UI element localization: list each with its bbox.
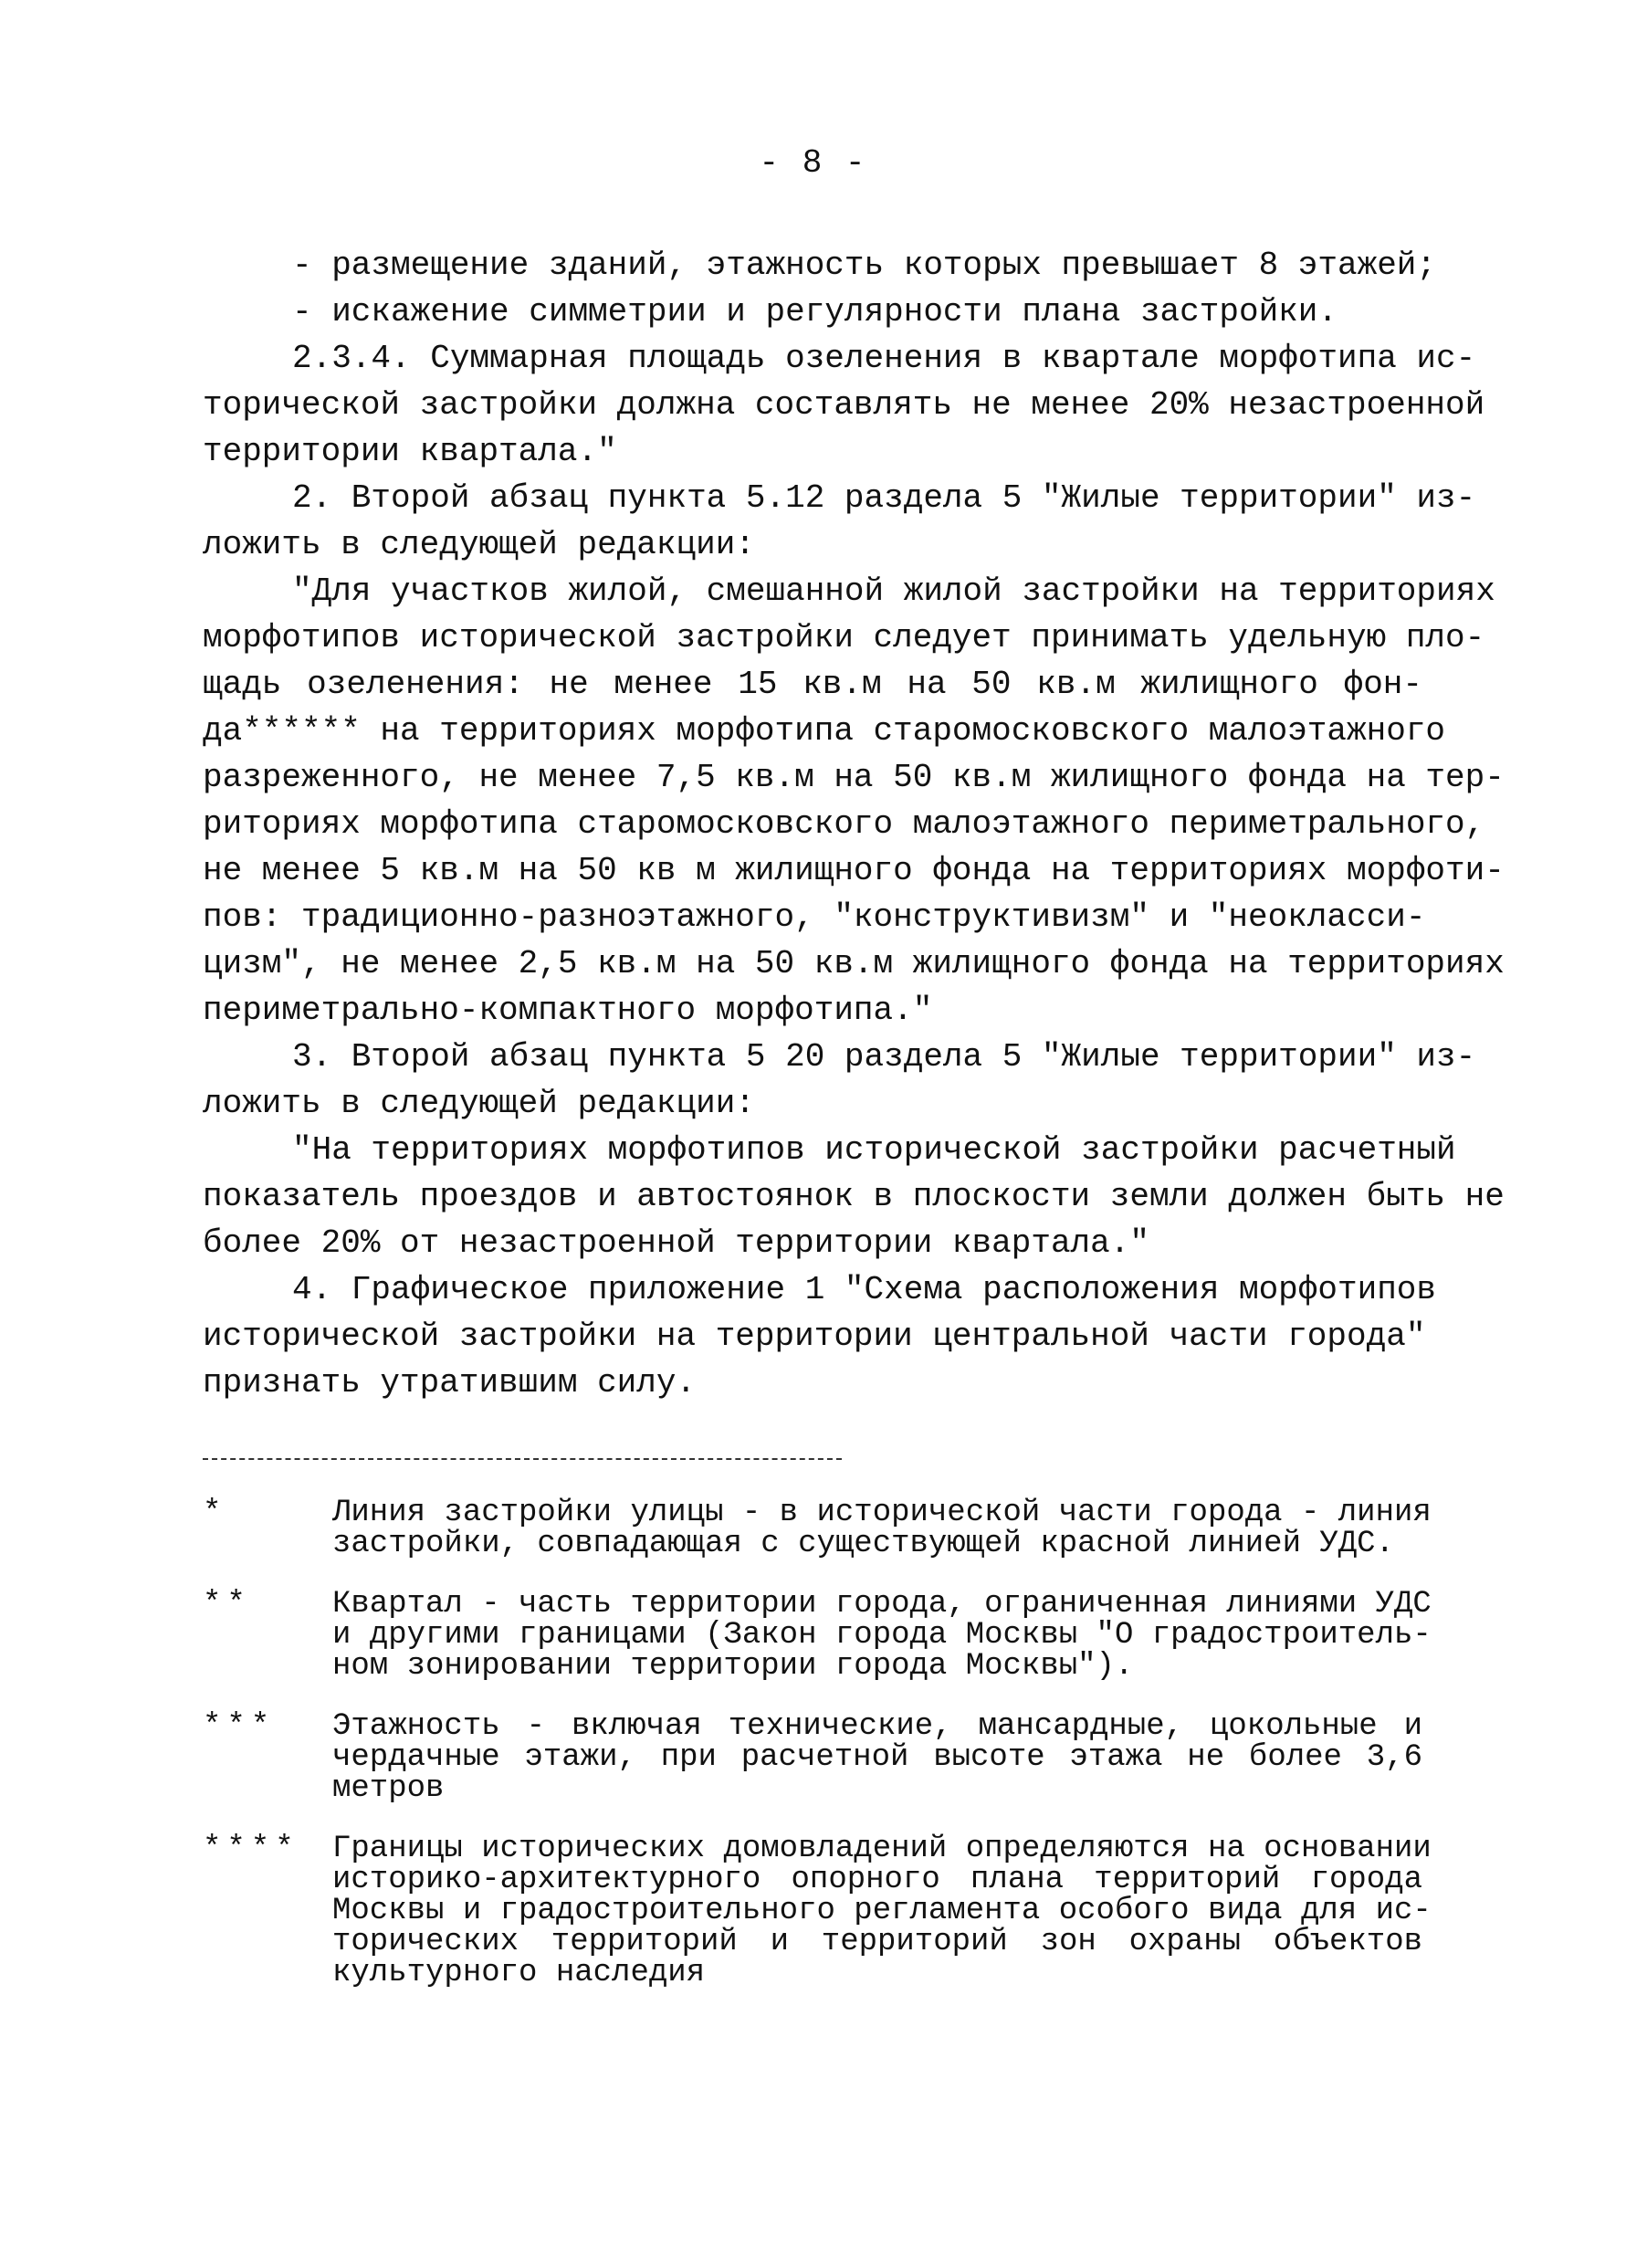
footnote-line: чердачные этажи, при расчетной высоте этажа не более 3,6 bbox=[332, 1740, 1422, 1775]
footnote-text bbox=[332, 1711, 1422, 1804]
body-line: ложить в следующей редакции: bbox=[203, 1085, 755, 1122]
body-line: более 20% от незастроенной территории квартала." bbox=[203, 1224, 1149, 1262]
footnote-mark: ** bbox=[203, 1587, 251, 1622]
body-line: ложить в следующей редакции: bbox=[203, 526, 755, 563]
body-line: 2.3.4. Суммарная площадь озеленения в квартале морфотипа ис- bbox=[292, 340, 1476, 377]
body-line: 2. Второй абзац пункта 5.12 раздела 5 "Жилые территории" из- bbox=[292, 479, 1476, 517]
footnote-line: Этажность - включая технические, мансардные, цокольные и bbox=[332, 1709, 1422, 1744]
footnote-line: застройки, совпадающая с существующей красной линией УДС. bbox=[332, 1527, 1394, 1561]
body-line: риториях морфотипа старомосковского малоэтажного периметрального, bbox=[203, 805, 1485, 843]
document-body bbox=[203, 242, 1505, 1406]
footnote-line: торических территорий и территорий зон охраны объектов bbox=[332, 1925, 1422, 1959]
footnote-mark: *** bbox=[203, 1709, 276, 1744]
body-line: признать утратившим силу. bbox=[203, 1364, 697, 1402]
body-line: да****** на территориях морфотипа старомосковского малоэтажного bbox=[203, 712, 1446, 750]
body-line: - размещение зданий, этажность которых превышает 8 этажей; bbox=[292, 247, 1437, 284]
footnote-line: историко-архитектурного опорного плана территорий города bbox=[332, 1863, 1422, 1897]
footnote bbox=[203, 1496, 1432, 1561]
footnote-line: Москвы и градостроительного регламента особого вида для ис- bbox=[332, 1894, 1432, 1928]
footnote-text bbox=[332, 1832, 1432, 1990]
body-line: территории квартала." bbox=[203, 433, 617, 470]
footnote-line: и другими границами (Закон города Москвы "О градостроитель- bbox=[332, 1618, 1432, 1653]
footnote-line: Границы исторических домовладений определяются на основании bbox=[332, 1832, 1432, 1866]
footnote bbox=[203, 1587, 1432, 1684]
footnote-text bbox=[332, 1496, 1432, 1561]
body-line: цизм", не менее 2,5 кв.м на 50 кв.м жилищного фонда на территориях bbox=[203, 945, 1505, 982]
body-line: периметрально-компактного морфотипа." bbox=[203, 992, 933, 1029]
body-line: "На территориях морфотипов исторической застройки расчетный bbox=[292, 1131, 1456, 1169]
footnote-line: ном зонировании территории города Москвы"). bbox=[332, 1649, 1134, 1684]
footnote-line: Линия застройки улицы - в исторической части города - линия bbox=[332, 1496, 1432, 1530]
footnote-line: культурного наследия bbox=[332, 1956, 706, 1990]
footnote-text bbox=[332, 1587, 1432, 1684]
body-line: - искажение симметрии и регулярности плана застройки. bbox=[292, 293, 1338, 331]
body-line: 4. Графическое приложение 1 "Схема расположения морфотипов bbox=[292, 1271, 1437, 1308]
body-line: не менее 5 кв.м на 50 кв м жилищного фонда на территориях морфоти- bbox=[203, 852, 1505, 889]
body-line: показатель проездов и автостоянок в плоскости земли должен быть не bbox=[203, 1178, 1505, 1215]
footnote bbox=[203, 1832, 1432, 1990]
footnote-line: Квартал - часть территории города, ограниченная линиями УДС bbox=[332, 1587, 1432, 1622]
footnote-separator bbox=[203, 1458, 842, 1460]
body-line: 3. Второй абзац пункта 5 20 раздела 5 "Жилые территории" из- bbox=[292, 1038, 1476, 1076]
body-line: исторической застройки на территории центральной части города" bbox=[203, 1318, 1426, 1355]
page-number: - 8 - bbox=[759, 144, 867, 182]
footnotes bbox=[203, 1496, 1432, 2018]
body-line: морфотипов исторической застройки следует принимать удельную пло- bbox=[203, 619, 1485, 656]
body-line: разреженного, не менее 7,5 кв.м на 50 кв.м жилищного фонда на тер- bbox=[203, 759, 1505, 796]
body-line: щадь озеленения: не менее 15 кв.м на 50 кв.м жилищного фон- bbox=[203, 666, 1422, 703]
body-line: пов: традиционно-разноэтажного, "конструктивизм" и "неокласси- bbox=[203, 898, 1426, 936]
body-line: торической застройки должна составлять не менее 20% незастроенной bbox=[203, 386, 1485, 424]
footnote bbox=[203, 1711, 1422, 1804]
body-line: "Для участков жилой, смешанной жилой застройки на территориях bbox=[292, 572, 1495, 610]
footnote-mark: * bbox=[203, 1496, 227, 1530]
footnote-mark: **** bbox=[203, 1832, 299, 1866]
footnote-line: метров bbox=[332, 1771, 445, 1806]
